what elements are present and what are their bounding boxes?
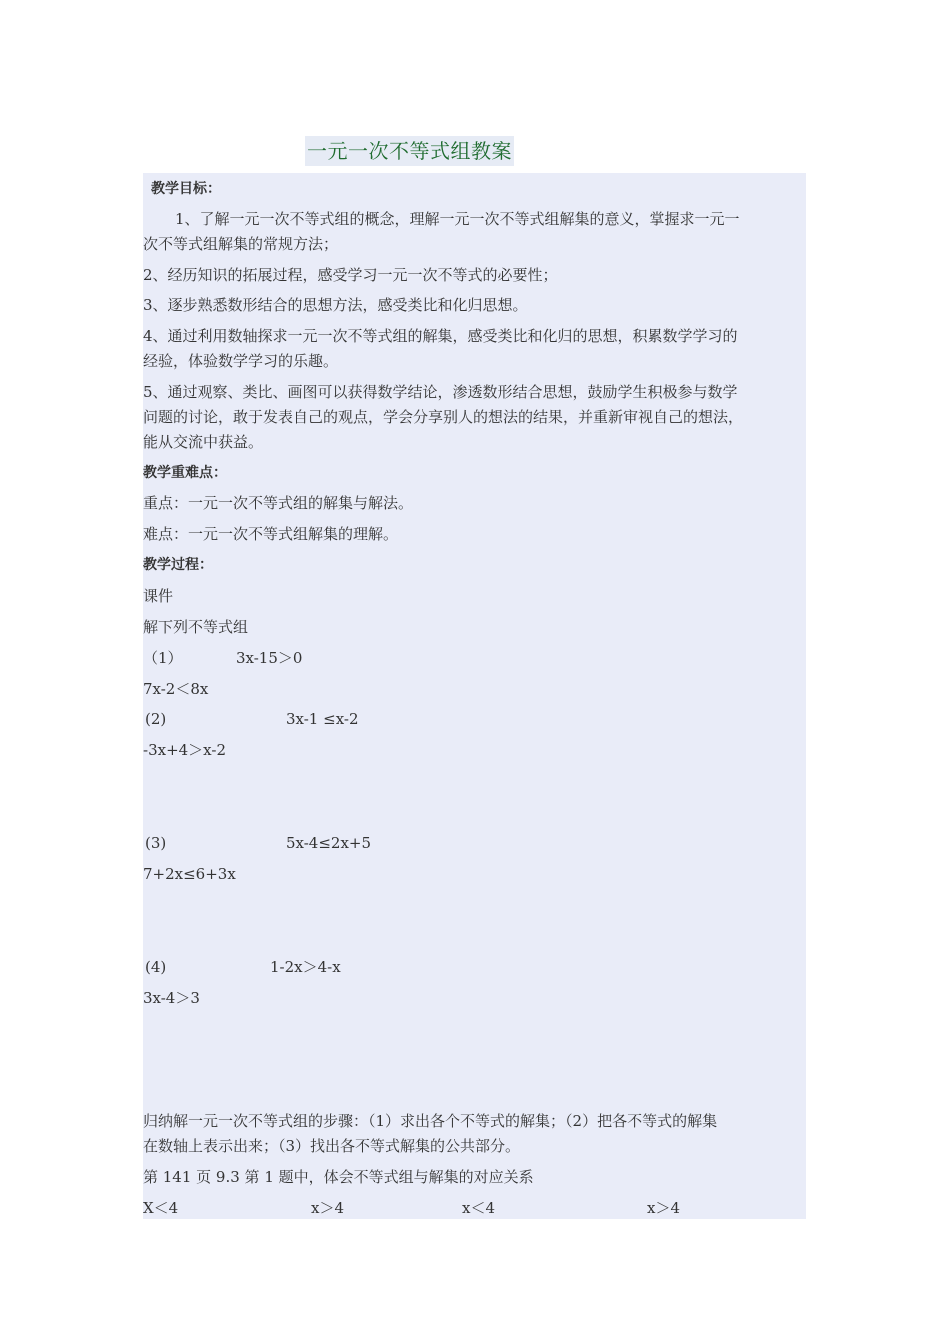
summary-line-2: 在数轴上表示出来；（3）找出各不等式解集的公共部分。 (143, 1137, 521, 1155)
summary-line-1: 归纳解一元一次不等式组的步骤：（1）求出各个不等式的解集；（2）把各不等式的解集 (143, 1112, 718, 1130)
problem-1-inequality-a: 3x-15＞0 (236, 649, 303, 667)
problem-2-number: (2) (145, 710, 167, 728)
lesson-content (143, 173, 806, 1219)
page-title: 一元一次不等式组教案 (307, 139, 512, 163)
exercise-reference: 第 141 页 9.3 第 1 题中，体会不等式组与解集的对应关系 (143, 1168, 534, 1186)
objective-1-line-1: 1、了解一元一次不等式组的概念，理解一元一次不等式组解集的意义，掌握求一元一 (175, 210, 740, 228)
key-difficult-heading: 教学重难点： (143, 465, 227, 481)
problem-3-number: (3) (145, 834, 167, 852)
objective-5-line-2: 问题的讨论，敢于发表自己的观点，学会分享别人的想法的结果，并重新审视自己的想法， (143, 408, 744, 426)
problem-4-inequality-b: 3x-4＞3 (143, 989, 200, 1007)
problem-1-inequality-b: 7x-2＜8x (143, 680, 209, 698)
objective-5-line-1: 5、通过观察、类比、画图可以获得数学结论，渗透数形结合思想，鼓励学生积极参与数学 (143, 383, 738, 401)
task-label: 解下列不等式组 (143, 618, 249, 636)
objective-5-line-3: 能从交流中获益。 (143, 433, 264, 451)
title-highlight (305, 136, 514, 166)
objective-3: 3、逐步熟悉数形结合的思想方法，感受类比和化归思想。 (143, 296, 528, 314)
courseware-label: 课件 (143, 587, 174, 605)
objective-2: 2、经历知识的拓展过程，感受学习一元一次不等式的必要性； (143, 266, 558, 284)
objective-4-line-1: 4、通过利用数轴探求一元一次不等式组的解集，感受类比和化归的思想，积累数学学习的 (143, 327, 738, 345)
key-point: 重点：一元一次不等式组的解集与解法。 (143, 494, 414, 512)
objectives-heading: 教学目标： (151, 181, 221, 197)
problem-4-inequality-a: 1-2x＞4-x (270, 958, 341, 976)
problem-1-number: （1） (143, 649, 183, 667)
problem-4-number: (4) (145, 958, 167, 976)
problem-2-inequality-a: 3x-1 ≤x-2 (286, 710, 359, 728)
objective-4-line-2: 经验，体验数学学习的乐趣。 (143, 352, 339, 370)
objective-1-line-2: 次不等式组解集的常规方法； (143, 235, 339, 253)
solution-set-2: x＞4 (311, 1199, 345, 1217)
difficult-point: 难点：一元一次不等式组解集的理解。 (143, 525, 399, 543)
problem-2-inequality-b: -3x+4＞x-2 (143, 741, 226, 759)
solution-set-1: X＜4 (143, 1199, 179, 1217)
solution-set-3: x＜4 (462, 1199, 496, 1217)
problem-3-inequality-a: 5x-4≤2x+5 (286, 834, 372, 852)
process-heading: 教学过程： (143, 557, 213, 573)
solution-set-4: x＞4 (647, 1199, 681, 1217)
problem-3-inequality-b: 7+2x≤6+3x (143, 865, 236, 883)
